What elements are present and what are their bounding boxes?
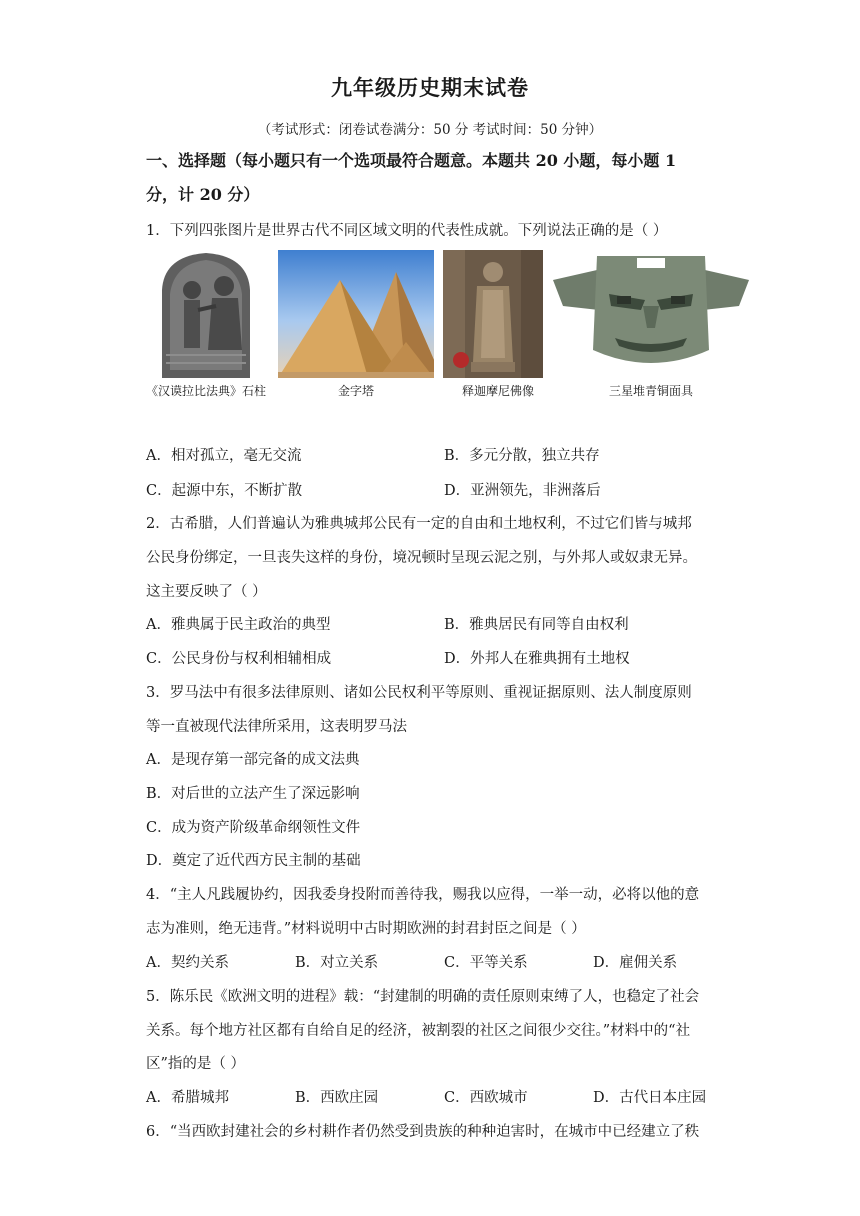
page-title: 九年级历史期末试卷 (331, 75, 529, 100)
q2-stem-line-3: 这主要反映了（ ） (146, 584, 267, 600)
q5-stem-line-1: 5．陈乐民《欧洲文明的进程》载：“封建制的明确的责任原则束缚了人，也稳定了社会 (146, 989, 700, 1005)
q1-stem: 1．下列四张图片是世界古代不同区域文明的代表性成就。下列说法正确的是（ ） (146, 223, 668, 239)
hammurabi-stele-image (156, 250, 256, 378)
q3-option-b: B．对后世的立法产生了深远影响 (146, 786, 360, 802)
q2-option-c: C．公民身份与权利相辅相成 (146, 651, 332, 667)
q2-option-a: A．雅典属于民主政治的典型 (146, 617, 331, 633)
q5-option-a: A．希腊城邦 (146, 1090, 229, 1106)
q1-option-a: A．相对孤立，毫无交流 (146, 448, 302, 464)
q4-stem-line-1: 4．“主人凡践履协约，因我委身投附而善待我，赐我以应得，一举一动，必将以他的意 (146, 887, 700, 903)
caption-buddha: 释迦摩尼佛像 (461, 384, 534, 398)
caption-pyramid: 金字塔 (337, 384, 374, 398)
q2-option-b: B．雅典居民有同等自由权利 (444, 617, 629, 633)
q5-option-c: C．西欧城市 (444, 1090, 528, 1106)
q2-option-d: D．外邦人在雅典拥有土地权 (444, 651, 630, 667)
section-heading-line-2: 分，计 20 分） (146, 185, 260, 204)
q1-option-d: D．亚洲领先，非洲落后 (444, 483, 601, 499)
q3-stem-line-1: 3．罗马法中有很多法律原则、诸如公民权利平等原则、重视证据原则、法人制度原则 (146, 685, 692, 701)
q6-stem-line-1: 6．“当西欧封建社会的乡村耕作者仍然受到贵族的种种迫害时，在城市中已经建立了秩 (146, 1124, 700, 1140)
q5-stem-line-3: 区”指的是（ ） (146, 1056, 246, 1072)
q5-option-b: B．西欧庄园 (295, 1090, 379, 1106)
q3-option-a: A．是现存第一部完备的成文法典 (146, 752, 360, 768)
q2-stem-line-2: 公民身份绑定，一旦丧失这样的身份，境况顿时呈现云泥之别，与外邦人或奴隶无异。 (146, 550, 697, 566)
q4-option-b: B．对立关系 (295, 955, 379, 971)
caption-mask: 三星堆青铜面具 (608, 384, 693, 398)
q4-stem-line-2: 志为准则，绝无违背。”材料说明中古时期欧洲的封君封臣之间是（ ） (146, 921, 586, 937)
sanxingdui-mask-image (553, 250, 749, 378)
q1-option-b: B．多元分散，独立共存 (444, 448, 600, 464)
q4-option-d: D．雇佣关系 (593, 955, 678, 971)
q2-stem-line-1: 2．古希腊，人们普遍认为雅典城邦公民有一定的自由和土地权利，不过它们皆与城邦 (146, 516, 692, 532)
q5-stem-line-2: 关系。每个地方社区都有自给自足的经济，被割裂的社区之间很少交往。”材料中的“社 (146, 1023, 691, 1039)
q1-option-c: C．起源中东，不断扩散 (146, 483, 303, 499)
q4-option-c: C．平等关系 (444, 955, 528, 971)
q3-option-d: D．奠定了近代西方民主制的基础 (146, 853, 361, 869)
q3-option-c: C．成为资产阶级革命纲领性文件 (146, 820, 361, 836)
pyramid-image (278, 250, 434, 378)
exam-info: （考试形式：闭卷试卷满分：50 分 考试时间：50 分钟） (257, 122, 603, 138)
buddha-statue-image (443, 250, 543, 378)
q4-option-a: A．契约关系 (146, 955, 229, 971)
q3-stem-line-2: 等一直被现代法律所采用，这表明罗马法 (146, 719, 407, 735)
q1-image-row (145, 250, 750, 400)
caption-hammurabi: 《汉谟拉比法典》石柱 (145, 384, 266, 398)
q5-option-d: D．古代日本庄园 (593, 1090, 707, 1106)
section-heading-line-1: 一、选择题（每小题只有一个选项最符合题意。本题共 20 小题，每小题 1 (146, 151, 677, 170)
